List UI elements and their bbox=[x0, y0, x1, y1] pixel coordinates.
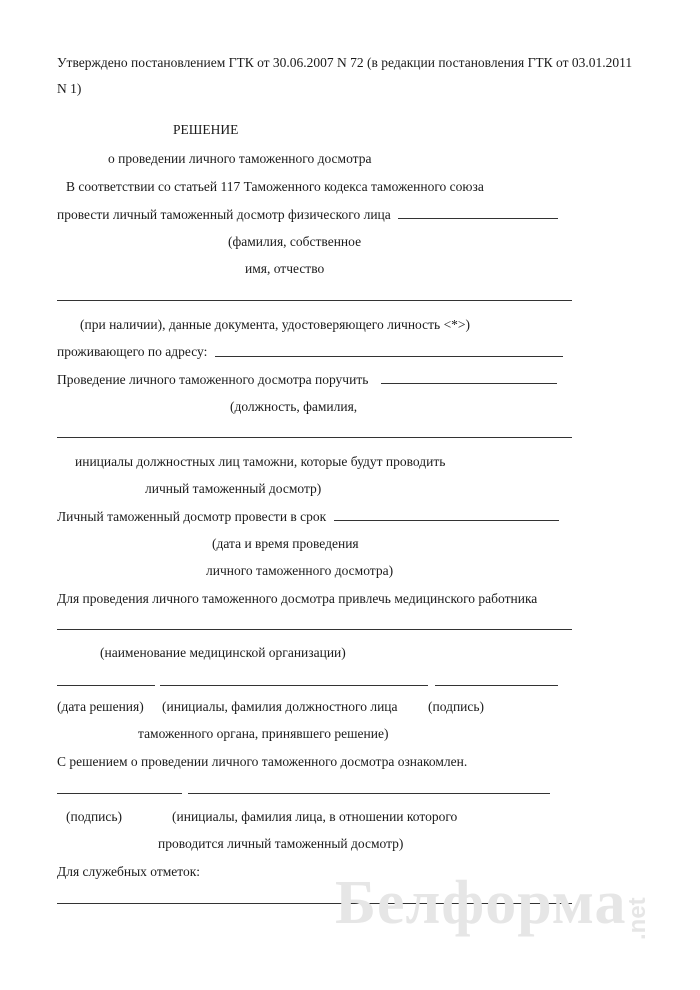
hint-official-name: (инициалы, фамилия должностного лица bbox=[162, 699, 398, 714]
hint-date-2: личного таможенного досмотра) bbox=[206, 563, 394, 578]
official-signature-blank bbox=[435, 685, 558, 686]
document-subtitle: о проведении личного таможенного досмотра bbox=[108, 151, 372, 166]
person-signature-blank bbox=[57, 793, 182, 794]
legal-basis-text: В соответствии со статьей 117 Таможенного кодекса таможенного союза bbox=[66, 179, 484, 194]
medical-org-blank bbox=[57, 629, 572, 630]
hint-date-1: (дата и время проведения bbox=[212, 536, 359, 551]
hint-position-2: инициалы должностных лиц таможни, которые будут проводить bbox=[75, 454, 446, 469]
address-label: проживающего по адресу: bbox=[57, 344, 208, 359]
hint-official-signature: (подпись) bbox=[428, 699, 485, 714]
assign-label: Проведение личного таможенного досмотра поручить bbox=[57, 372, 369, 387]
watermark-suffix: .net bbox=[624, 897, 651, 940]
watermark-logo: Белформа bbox=[335, 869, 627, 937]
inspect-person-label: провести личный таможенный досмотр физического лица bbox=[57, 207, 391, 222]
hint-person-name-1: (инициалы, фамилия лица, в отношении которого bbox=[172, 809, 458, 824]
hint-name-1: (фамилия, собственное bbox=[228, 234, 362, 249]
address-blank bbox=[215, 356, 563, 357]
person-details-blank bbox=[57, 300, 572, 301]
assign-blank bbox=[381, 383, 557, 384]
person-name-blank bbox=[398, 218, 558, 219]
hint-name-2: имя, отчество bbox=[245, 261, 325, 276]
term-label: Личный таможенный досмотр провести в срок bbox=[57, 509, 327, 524]
officials-blank bbox=[57, 437, 572, 438]
acquainted-text: С решением о проведении личного таможенного досмотра ознакомлен. bbox=[57, 754, 468, 769]
document-title: РЕШЕНИЕ bbox=[173, 122, 239, 137]
hint-person-name-2: проводится личный таможенный досмотр) bbox=[158, 836, 404, 851]
hint-official-name-2: таможенного органа, принявшего решение) bbox=[138, 726, 389, 741]
official-name-blank bbox=[160, 685, 428, 686]
service-notes-label: Для служебных отметок: bbox=[57, 864, 201, 879]
person-name-sign-blank bbox=[188, 793, 550, 794]
hint-position-3: личный таможенный досмотр) bbox=[145, 481, 322, 496]
medical-worker-label: Для проведения личного таможенного досмотра привлечь медицинского работника bbox=[57, 591, 538, 606]
approval-note-line2: N 1) bbox=[57, 81, 82, 96]
approval-note-line1: Утверждено постановлением ГТК от 30.06.2007 N 72 (в редакции постановления ГТК от 03.01.2011 bbox=[57, 55, 633, 70]
hint-decision-date: (дата решения) bbox=[57, 699, 144, 714]
hint-medical: (наименование медицинской организации) bbox=[100, 645, 346, 660]
term-blank bbox=[334, 520, 559, 521]
hint-position-1: (должность, фамилия, bbox=[230, 399, 358, 414]
hint-document: (при наличии), данные документа, удостоверяющего личность <*>) bbox=[80, 317, 471, 332]
hint-person-signature: (подпись) bbox=[66, 809, 123, 824]
decision-date-blank bbox=[57, 685, 155, 686]
